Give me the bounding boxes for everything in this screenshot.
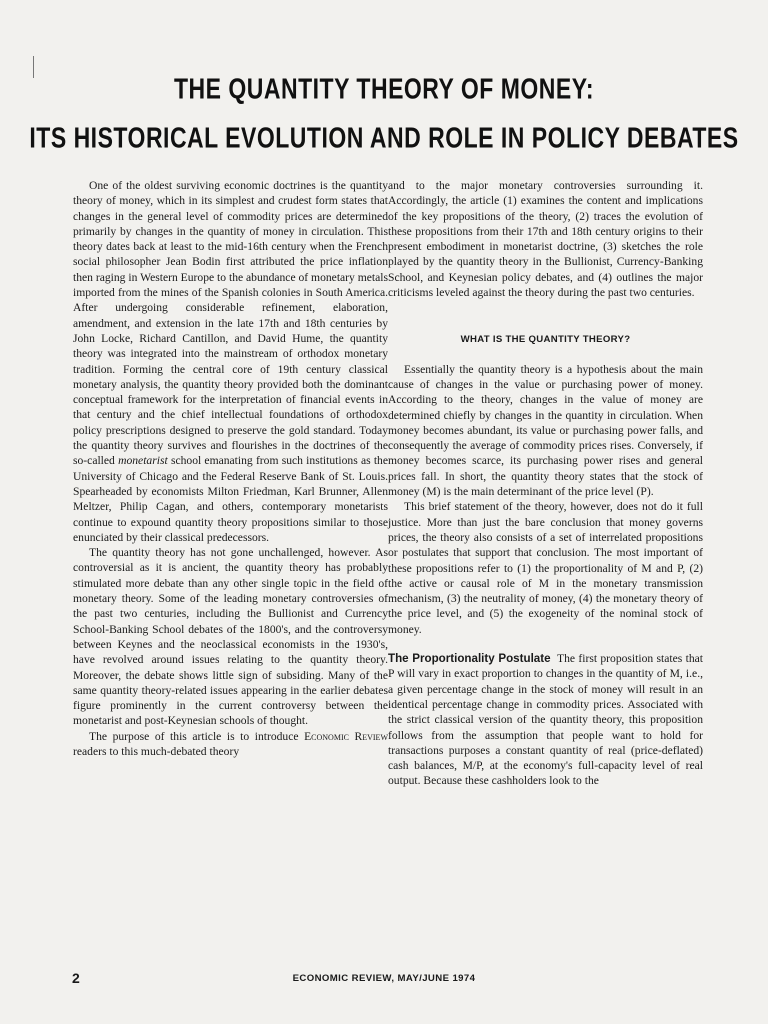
journal-footer: ECONOMIC REVIEW, MAY/JUNE 1974 [292,973,476,984]
paragraph: and to the major monetary controversies surrounding it. Accordingly, the article (1) examines the content and implications of the key propositions of the theory, (2) traces the evolution of these propositions from their 17th and 18th century origins to their present embodiment in monetarist doctrine, (3) sketches the role played by the quantity theory in the Bullionist, Currency-Banking School, and Keynesian policy debates, and (4) outlines the major criticisms leveled against the theory during the past two centuries. [388,179,703,300]
right-column [388,178,703,789]
paragraph [73,178,388,545]
paragraph: This brief statement of the theory, however, does not do it full justice. More than just the bare conclusion that money governs prices, the theory also consists of a set of interrelated propositions or postulates that support that conclusion. The most important of these propositions refer to (1) the proportionality of M and P, (2) the active or causal role of M in the monetary transmission mechanism, (3) the neutrality of money, (4) the monetary theory of the price level, and (5) the exogeneity of the nominal stock of money. [388,500,703,636]
left-column [73,178,388,759]
article-title-line-1: THE QUANTITY THEORY OF MONEY: [174,72,594,105]
paragraph-text: One of the oldest surviving economic doctrines is the quantity theory of money, which in its simplest and crudest form states that changes in the general level of commodity prices are determined primarily by changes in the quantity of money in circulation. This theory dates back at least to the mid-16th century when the French social philosopher Jean Bodin first attributed the price inflation then raging in Western Europe to the abundance of monetary metals imported from the mines of the Spanish colonies in South America. After undergoing considerable refinement, elaboration, amendment, and extension in the late 17th and 18th centuries by John Locke, Richard Cantillon, and David Hume, the quantity theory was integrated into the mainstream of orthodox monetary tradition. Forming the central core of 19th century classical monetary analysis, the quantity theory provided both the dominant conceptual framework for the interpretation of financial events in that century and the chief intellectual foundations of orthodox policy prescriptions designed to preserve the gold standard. Today the quantity theory survives and flourishes in the doctrines of the so-called [73,179,389,468]
subsection-heading: The Proportionality Postulate [388,652,551,666]
paragraph: The quantity theory has not gone unchallenged, however. As controversial as it is ancient, the quantity theory has probably stimulated more debate than any other single topic in the field of monetary theory. Some of the leading monetary controversies of the past two centuries, including the Bullionist and Currency School-Banking School debates of the 1800's, and the controversy between Keynes and the neoclassical economists in the 1930's, have revolved around issues relating to the quantity theory. Moreover, the debate shows little sign of subsiding. Many of the same quantity theory-related issues appearing in the earlier debates figure prominently in the current controversy between the monetarist and post-Keynesian schools of thought. [73,546,388,728]
italic-term: monetarist [118,454,168,468]
journal-reference: Economic Review [304,729,388,743]
paragraph-text: readers to this much-debated theory [73,744,240,758]
paragraph: Essentially the quantity theory is a hypothesis about the main cause of changes in the value or purchasing power of money. According to the theory, changes in the value of money are determined chiefly by changes in the quantity in circulation. When money becomes abundant, its value or purchasing power falls, and consequently the average of commodity prices rises. Conversely, if money becomes scarce, its purchasing power rises and general prices fall. In short, the quantity theory states that the stock of money (M) is the main determinant of the price level (P). [388,362,703,499]
paragraph-text: The first proposition states that P will vary in exact proportion to changes in the quantity of M, i.e., a given percentage change in the stock of money will result in an identical percentage change in commodity prices. Associated with the strict classical version of the quantity theory, this proposition follows from the assumption that people want to hold for transactions purposes a constant quantity of real (price-deflated) cash balances, M/P, at the economy's full-capacity level of real output. Because these cashholders look to the [388,652,703,788]
paragraph [388,651,703,789]
page-number: 2 [72,970,80,986]
section-heading: WHAT IS THE QUANTITY THEORY? [460,334,631,346]
paragraph-text: school emanating from such institutions as the University of Chicago and the Federal Reserve Bank of St. Louis. Spearheaded by economists Milton Friedman, Karl Brunner, Allen Meltzer, Philip Cagan, and others, contemporary monetarists continue to expound quantity theory propositions similar to those enunciated by their classical predecessors. [73,454,388,544]
article-title-line-2: ITS HISTORICAL EVOLUTION AND ROLE IN POLICY DEBATES [29,121,739,154]
paragraph [73,729,388,760]
paragraph-text: The purpose of this article is to introduce [89,729,299,743]
